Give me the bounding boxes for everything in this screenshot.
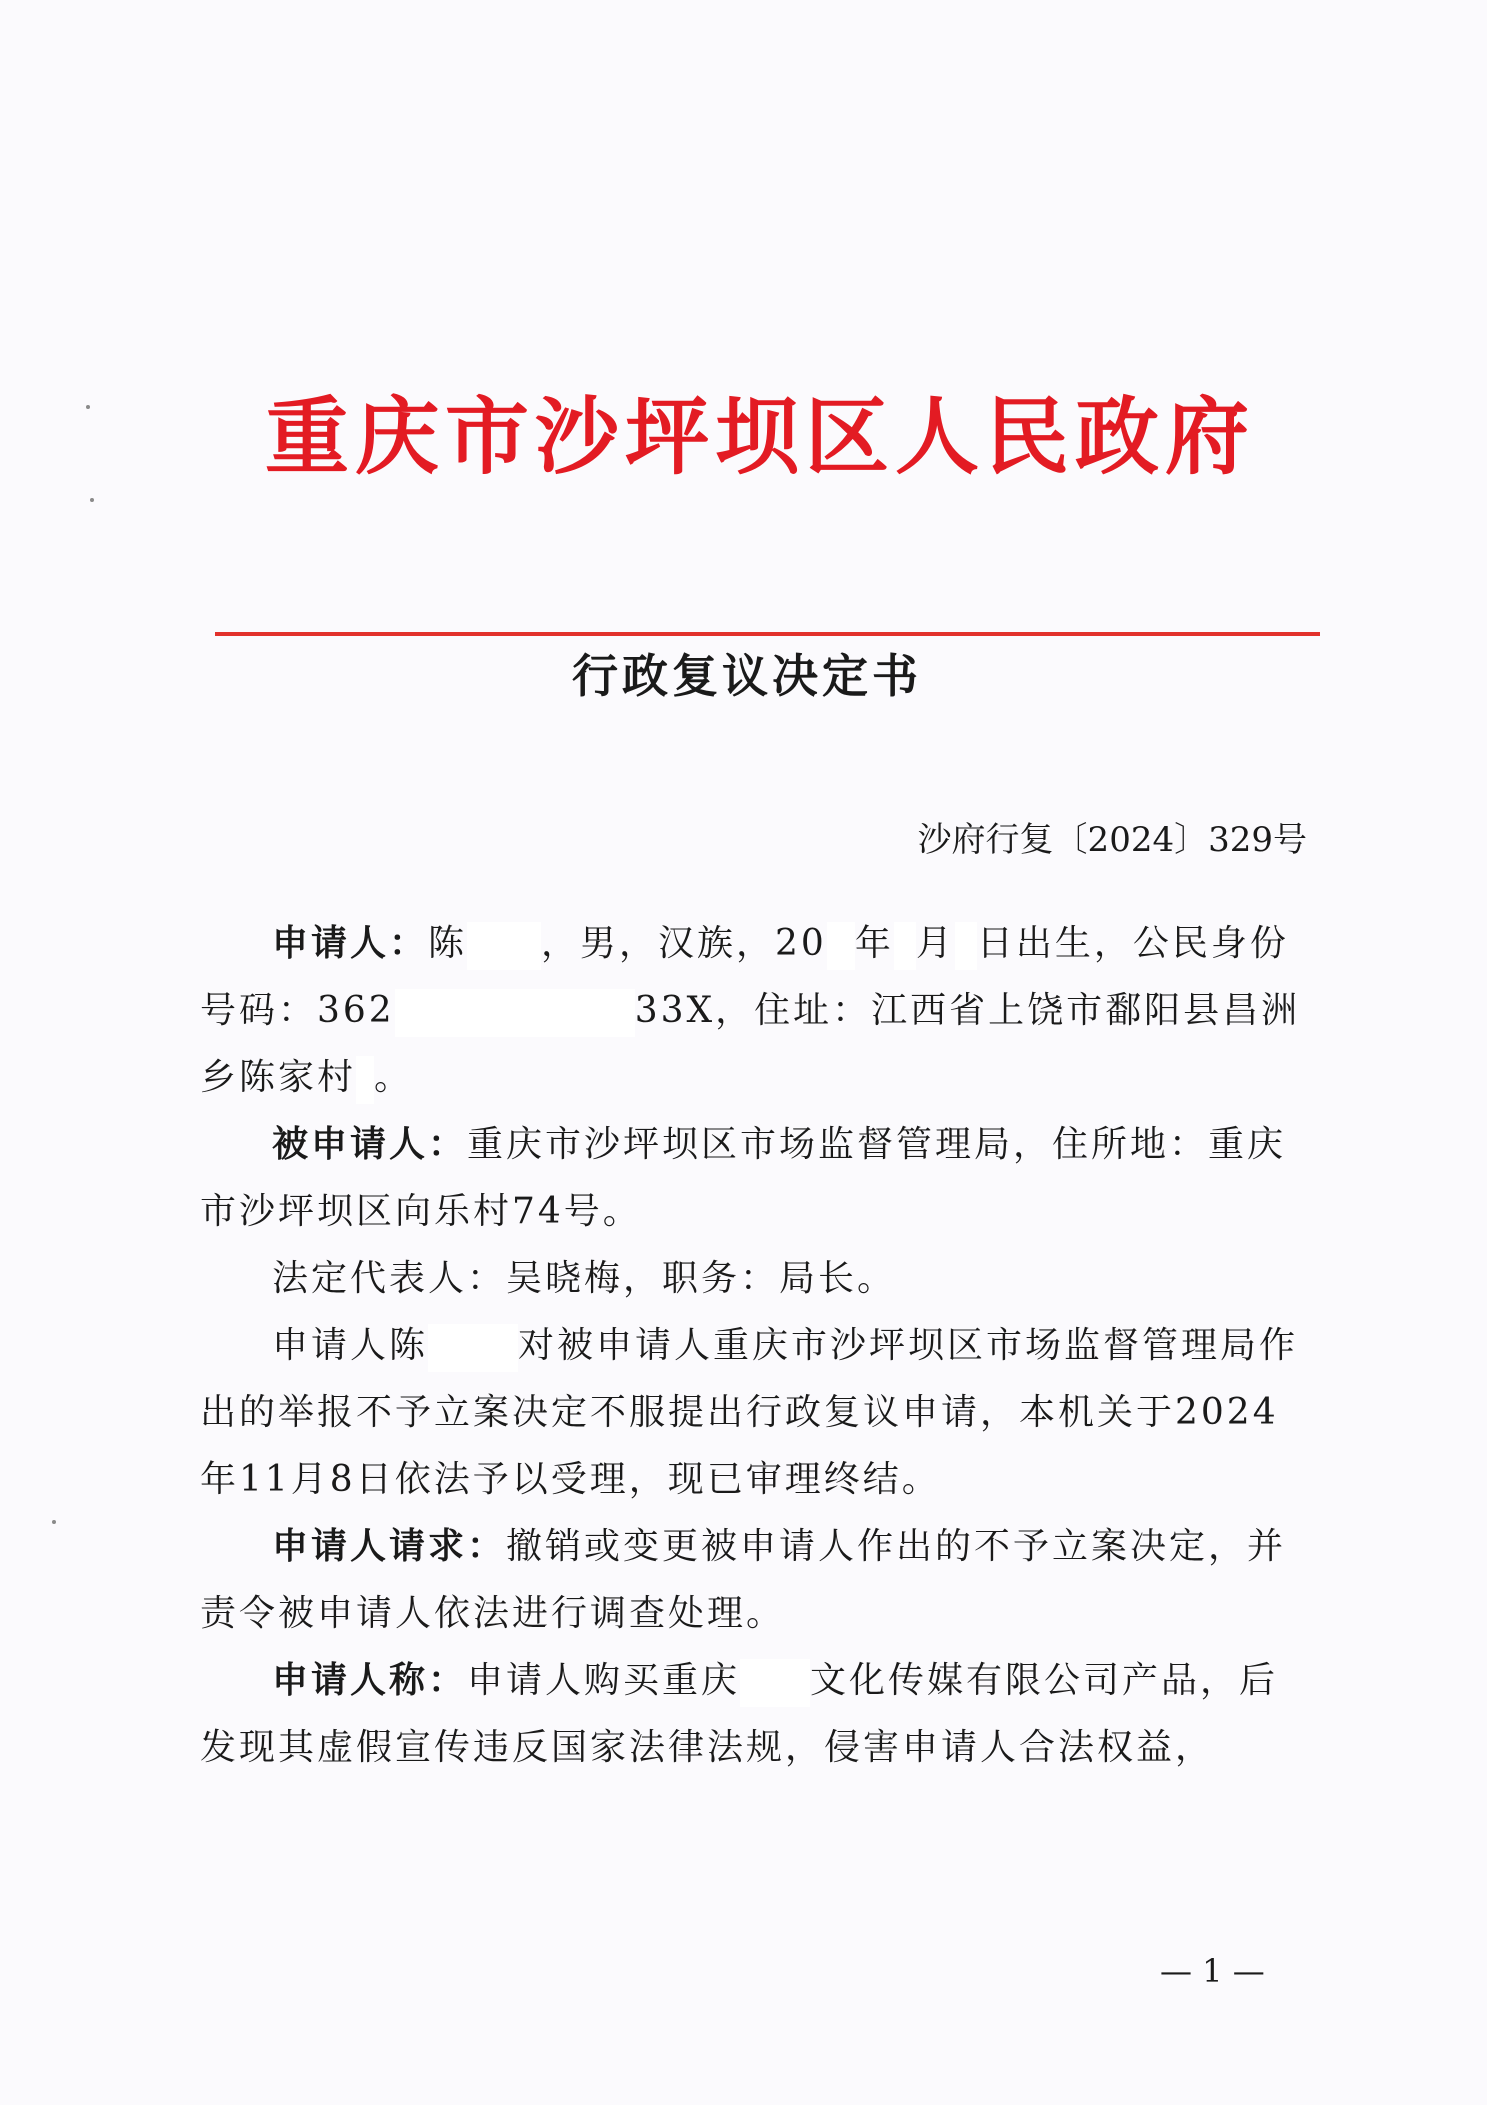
- page-number: — 1 —: [1160, 1952, 1265, 1990]
- claims-text-rest: 文化传媒有限公司产品，后发现其虚假宣传违反国家法律法规，侵害申请人合法权益，: [200, 1660, 1279, 1768]
- legal-representative-paragraph: [200, 1245, 1310, 1312]
- request-label: 申请人请求：: [272, 1526, 507, 1567]
- legal-representative-text: 法定代表人：吴晓梅，职务：局长。: [272, 1258, 897, 1299]
- applicant-year-label: 年: [854, 923, 894, 964]
- applicant-label: 申请人：: [272, 923, 429, 964]
- claims-label: 申请人称：: [272, 1660, 468, 1701]
- redaction-block: [955, 922, 977, 970]
- redaction-block: [356, 1056, 374, 1104]
- claims-text-start: 申请人购买重庆: [467, 1660, 741, 1701]
- intro-text-start: 申请人陈: [272, 1325, 429, 1366]
- redaction-block: [428, 1324, 518, 1372]
- document-number: 沙府行复〔2024〕329号: [917, 820, 1307, 860]
- scan-artifact: [90, 498, 94, 502]
- applicant-id-suffix-address: 33X，住址：江西省上饶市鄱阳县昌洲乡陈家村: [200, 990, 1301, 1098]
- applicant-id-prefix: 日出生，公民身份号码：362: [200, 923, 1289, 1031]
- applicant-end: 。: [374, 1057, 414, 1098]
- respondent-label: 被申请人：: [272, 1124, 468, 1165]
- intro-paragraph: [200, 1312, 1310, 1513]
- applicant-paragraph: [200, 910, 1310, 1111]
- redaction-block: [467, 922, 541, 970]
- applicant-surname: 陈: [428, 923, 468, 964]
- request-text: 撤销或变更被申请人作出的不予立案决定，并责令被申请人依法进行调查处理。: [200, 1526, 1287, 1634]
- respondent-text: 重庆市沙坪坝区市场监督管理局，住所地：重庆市沙坪坝区向乐村74号。: [200, 1124, 1287, 1232]
- redaction-block: [827, 922, 855, 970]
- applicant-month-label: 月: [915, 923, 955, 964]
- claims-paragraph: [200, 1647, 1310, 1781]
- redaction-block: [740, 1659, 810, 1707]
- scan-artifact: [86, 405, 90, 409]
- respondent-paragraph: [200, 1111, 1310, 1245]
- redaction-block: [894, 922, 916, 970]
- scan-artifact: [52, 1520, 56, 1524]
- red-divider-line: [215, 632, 1320, 636]
- intro-text-rest: 对被申请人重庆市沙坪坝区市场监督管理局作出的举报不予立案决定不服提出行政复议申请，本机关于2024年11月8日依法予以受理，现已审理终结。: [200, 1325, 1299, 1500]
- issuing-authority-header: 重庆市沙坪坝区人民政府: [265, 387, 1256, 486]
- request-paragraph: [200, 1513, 1310, 1647]
- document-title: 行政复议决定书: [572, 649, 922, 703]
- applicant-gender-ethnicity: ，男，汉族，20: [541, 923, 827, 964]
- document-body: [200, 910, 1310, 1781]
- redaction-block: [395, 989, 635, 1037]
